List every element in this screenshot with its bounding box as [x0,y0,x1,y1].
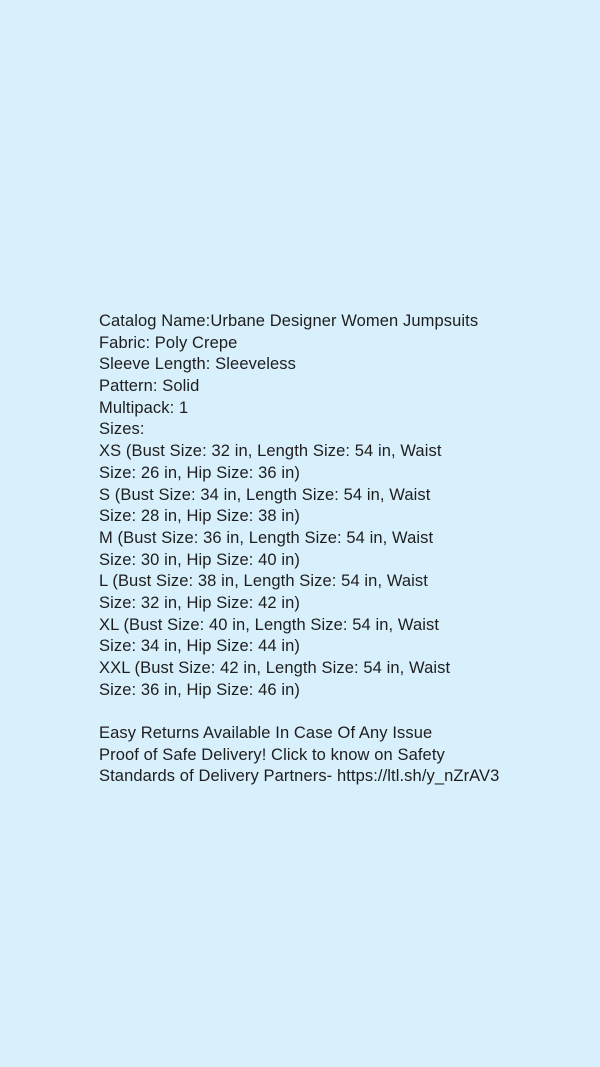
size-l-line-1: L (Bust Size: 38 in, Length Size: 54 in, Waist [99,572,428,591]
multipack-line: Multipack: 1 [99,398,189,417]
size-xl-line-1: XL (Bust Size: 40 in, Length Size: 54 in, Waist [99,615,440,634]
size-l-line-2: Size: 32 in, Hip Size: 42 in) [99,593,300,612]
size-xl-line-2: Size: 34 in, Hip Size: 44 in) [99,637,300,656]
safety-link-line: Standards of Delivery Partners- https://ltl.sh/y_nZrAV3 [99,767,500,786]
size-m-line-1: M (Bust Size: 36 in, Length Size: 54 in, Waist [99,528,434,547]
size-xs-line-1: XS (Bust Size: 32 in, Length Size: 54 in, Waist [99,442,442,461]
size-m-line-2: Size: 30 in, Hip Size: 40 in) [99,550,300,569]
fabric-line: Fabric: Poly Crepe [99,333,238,352]
paragraph-spacer [99,701,559,723]
size-xxl-line-1: XXL (Bust Size: 42 in, Length Size: 54 in, Waist [99,659,451,677]
size-s-line-1: S (Bust Size: 34 in, Length Size: 54 in, Waist [99,485,431,504]
sleeve-length-line: Sleeve Length: Sleeveless [99,355,296,374]
easy-returns-line: Easy Returns Available In Case Of Any Issue [99,724,433,743]
catalog-name-line: Catalog Name:Urbane Designer Women Jumpsuits [99,312,479,330]
size-xxl-line-2: Size: 36 in, Hip Size: 46 in) [99,680,300,699]
pattern-line: Pattern: Solid [99,377,200,396]
product-description-text [99,311,559,788]
size-xs-line-2: Size: 26 in, Hip Size: 36 in) [99,463,300,482]
sizes-heading-line: Sizes: [99,420,145,439]
safe-delivery-line: Proof of Safe Delivery! Click to know on Safety [99,745,445,764]
size-s-line-2: Size: 28 in, Hip Size: 38 in) [99,507,300,526]
